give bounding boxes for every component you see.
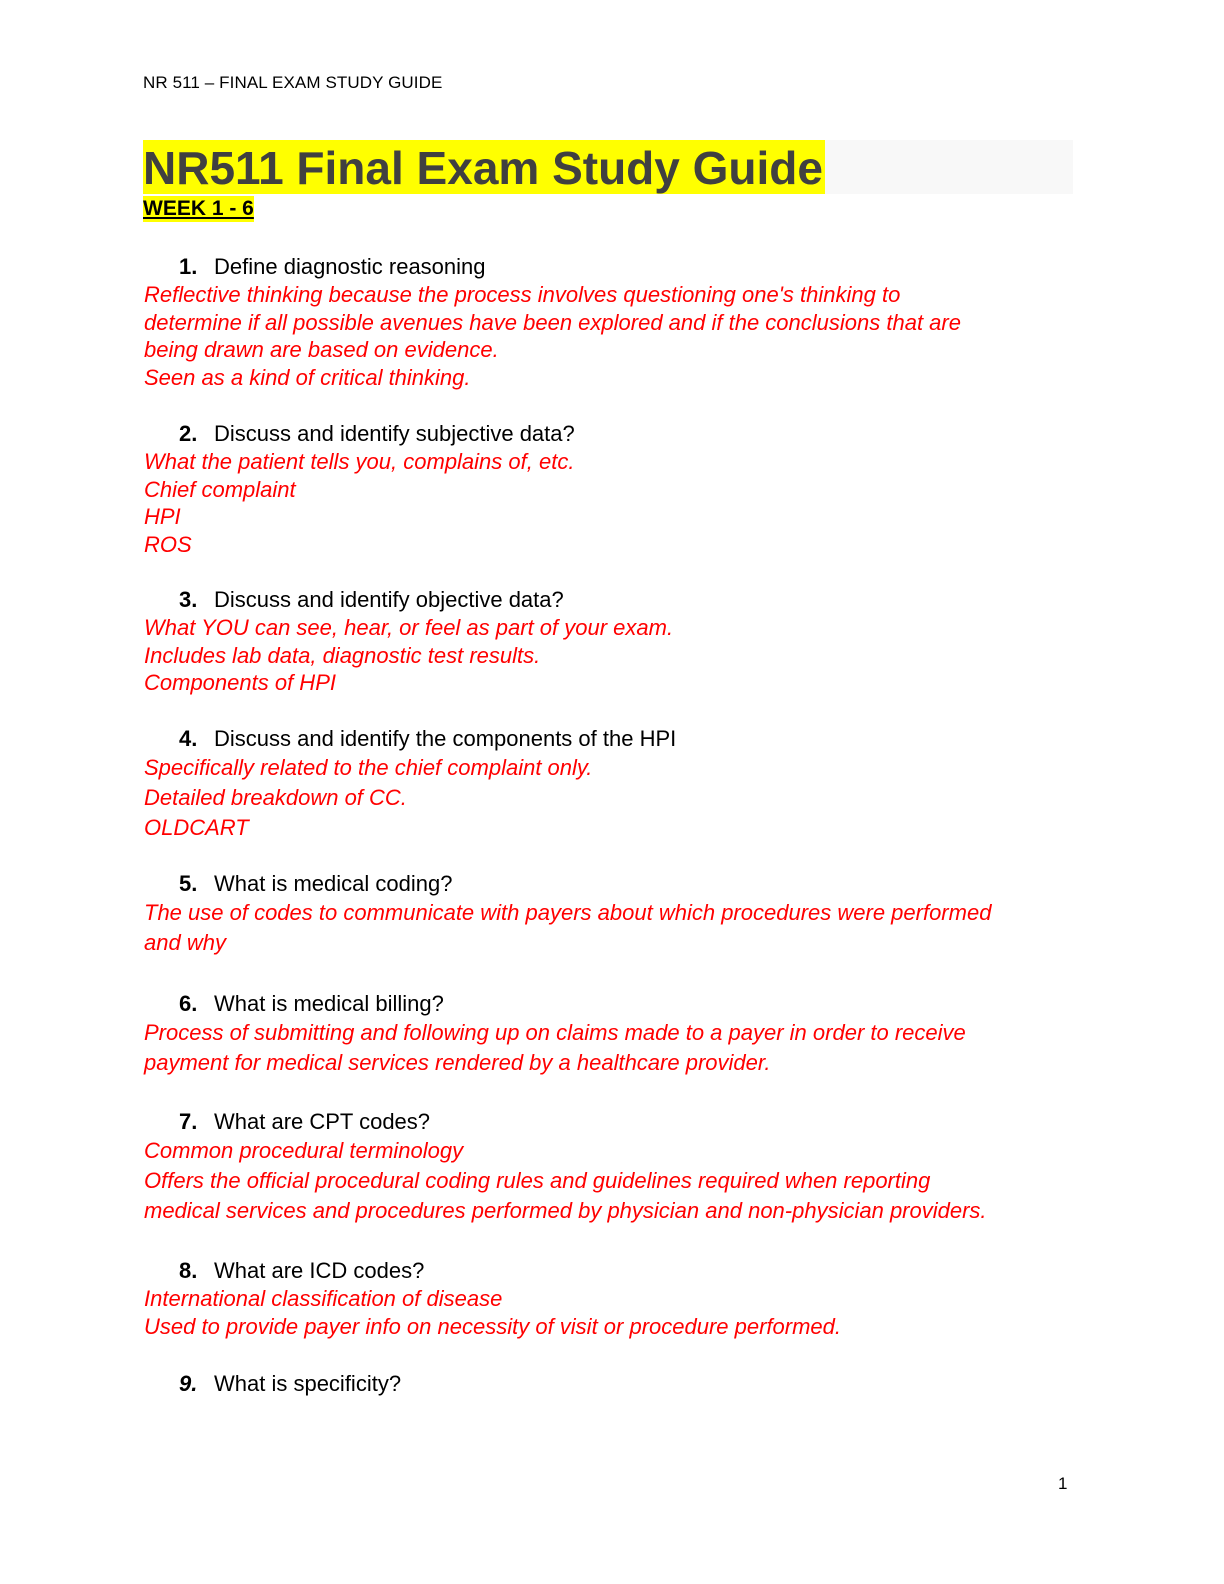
question bbox=[0, 990, 1224, 1018]
answer-line: The use of codes to communicate with payers about which procedures were performed bbox=[144, 900, 992, 925]
question bbox=[0, 725, 1224, 753]
answer bbox=[0, 898, 1074, 958]
question-block-9 bbox=[0, 1370, 1224, 1398]
question-text: Discuss and identify objective data? bbox=[214, 587, 564, 612]
answer-line: Offers the official procedural coding rules and guidelines required when reporting bbox=[144, 1168, 931, 1193]
question-block-8 bbox=[0, 1257, 1224, 1340]
question-number: 6. bbox=[179, 991, 198, 1016]
question-block-7 bbox=[0, 1108, 1224, 1226]
answer-line: What the patient tells you, complains of, etc. bbox=[144, 449, 575, 474]
week-label: WEEK 1 - 6 bbox=[143, 197, 254, 220]
answer-line: Includes lab data, diagnostic test results. bbox=[144, 642, 541, 668]
page-number: 1 bbox=[1058, 1474, 1068, 1493]
question-text: What is medical coding? bbox=[214, 871, 453, 896]
question-block-3 bbox=[0, 586, 1224, 697]
answer-line: ROS bbox=[144, 531, 192, 557]
answer-line: HPI bbox=[144, 504, 181, 529]
question bbox=[0, 1108, 1224, 1136]
answer bbox=[0, 1018, 1074, 1078]
answer-line: Used to provide payer info on necessity of visit or procedure performed. bbox=[144, 1313, 842, 1339]
question-number: 7. bbox=[179, 1109, 198, 1134]
answer-line: Reflective thinking because the process involves questioning one's thinking to bbox=[144, 282, 901, 307]
question-block-1 bbox=[0, 253, 1224, 391]
answer bbox=[0, 753, 1074, 843]
question-number: 2. bbox=[179, 421, 198, 446]
question-text: Define diagnostic reasoning bbox=[214, 254, 486, 279]
question-block-5 bbox=[0, 870, 1224, 958]
question-number: 5. bbox=[179, 871, 198, 896]
question-text: Discuss and identify subjective data? bbox=[214, 421, 575, 446]
answer-line: Common procedural terminology bbox=[144, 1138, 464, 1163]
question-text: Discuss and identify the components of the HPI bbox=[214, 726, 677, 751]
question bbox=[0, 870, 1224, 898]
answer-line: payment for medical services rendered by a healthcare provider. bbox=[144, 1050, 771, 1075]
question-text: What are ICD codes? bbox=[214, 1258, 425, 1283]
answer bbox=[0, 448, 1074, 558]
question-number: 9. bbox=[179, 1371, 198, 1396]
answer bbox=[0, 614, 1074, 697]
question bbox=[0, 253, 1224, 281]
answer-line: What YOU can see, hear, or feel as part of your exam. bbox=[144, 615, 674, 640]
answer-line: OLDCART bbox=[144, 815, 249, 840]
answer-line: Seen as a kind of critical thinking. bbox=[144, 364, 471, 390]
answer-line: medical services and procedures performed by physician and non-physician providers. bbox=[144, 1198, 987, 1223]
answer bbox=[0, 281, 1074, 391]
page-title: NR511 Final Exam Study Guide bbox=[143, 142, 823, 194]
question-block-2 bbox=[0, 420, 1224, 558]
question-number: 1. bbox=[179, 254, 198, 279]
answer-line: being drawn are based on evidence. bbox=[144, 337, 499, 362]
answer-line: determine if all possible avenues have been explored and if the conclusions that are bbox=[144, 309, 961, 335]
question-number: 4. bbox=[179, 726, 198, 751]
question-text: What is medical billing? bbox=[214, 991, 444, 1016]
answer-line: International classification of disease bbox=[144, 1286, 503, 1311]
answer-line: Chief complaint bbox=[144, 476, 296, 502]
question bbox=[0, 420, 1224, 448]
question-number: 8. bbox=[179, 1258, 198, 1283]
answer bbox=[0, 1285, 1074, 1340]
question bbox=[0, 586, 1224, 614]
answer-line: Specifically related to the chief complaint only. bbox=[144, 755, 593, 780]
question-number: 3. bbox=[179, 587, 198, 612]
answer-line: and why bbox=[144, 930, 226, 955]
question-text: What are CPT codes? bbox=[214, 1109, 431, 1134]
answer bbox=[0, 1136, 1074, 1226]
question-text: What is specificity? bbox=[214, 1371, 402, 1396]
question-block-4 bbox=[0, 725, 1224, 843]
answer-line: Detailed breakdown of CC. bbox=[144, 785, 407, 810]
question-block-6 bbox=[0, 990, 1224, 1078]
answer-line: Process of submitting and following up on claims made to a payer in order to receive bbox=[144, 1020, 966, 1045]
question bbox=[0, 1370, 1224, 1398]
answer-line: Components of HPI bbox=[144, 670, 336, 695]
running-header: NR 511 – FINAL EXAM STUDY GUIDE bbox=[143, 73, 443, 92]
question bbox=[0, 1257, 1224, 1285]
